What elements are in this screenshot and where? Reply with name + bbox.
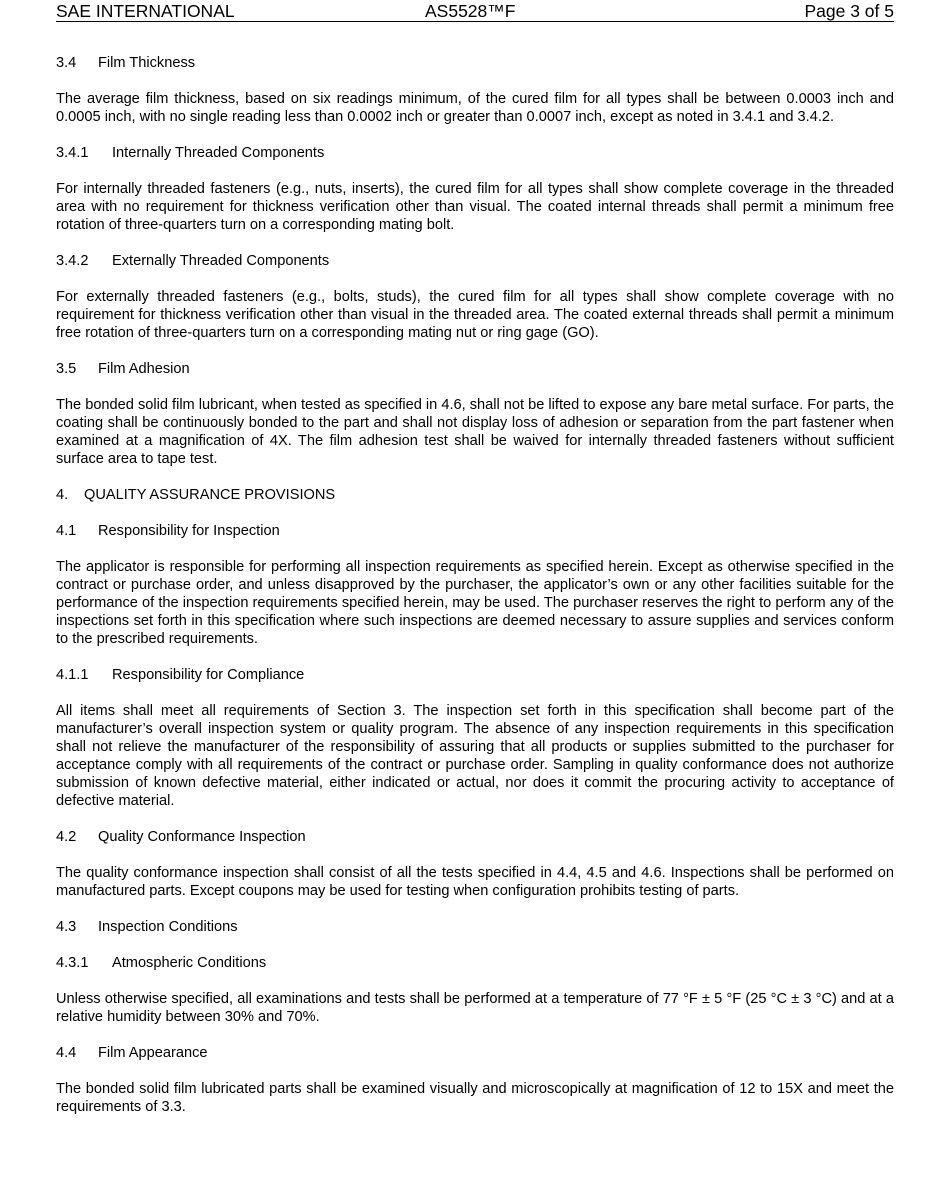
section-number: 3.4.1 — [56, 145, 89, 161]
header-org: SAE INTERNATIONAL — [56, 1, 235, 21]
section-heading-4-2 — [56, 828, 894, 846]
section-heading-4 — [56, 486, 894, 504]
section-title: Externally Threaded Components — [112, 253, 330, 269]
section-number: 4.3.1 — [56, 955, 89, 971]
section-title: Atmospheric Conditions — [112, 955, 267, 971]
page-header — [56, 0, 894, 22]
section-heading-4-3-1 — [56, 954, 894, 972]
paragraph-internally-threaded: For internally threaded fasteners (e.g., nuts, inserts), the cured film for all types shall show complete coverage in the threaded area with no requirement for thickness verification other than visual. The coated internal threads shall permit a minimum free rotation of three-quarters turn on a corresponding mating bolt. — [56, 181, 894, 233]
section-number: 4. — [56, 487, 69, 503]
section-number: 4.3 — [56, 919, 77, 935]
section-title: Internally Threaded Components — [112, 145, 325, 161]
section-title: Quality Conformance Inspection — [98, 829, 306, 845]
section-heading-4-4 — [56, 1044, 894, 1062]
header-page-number: Page 3 of 5 — [804, 1, 894, 21]
section-heading-4-1-1 — [56, 666, 894, 684]
paragraph-film-appearance: The bonded solid film lubricated parts shall be examined visually and microscopically at magnification of 12 to 15X and meet the requirements of 3.3. — [56, 1081, 894, 1115]
paragraph-responsibility-inspection: The applicator is responsible for performing all inspection requirements as specified herein. Except as otherwise specified in the contract or purchase order, and unless disapproved by the purchaser, the applicator’s own or any other facilities suitable for the performance of the inspection requirements specified herein, may be used. The purchaser reserves the right to perform any of the inspections set forth in this specification where such inspections are deemed necessary to assure supplies and services conform to the prescribed requirements. — [56, 559, 894, 647]
section-number: 4.1.1 — [56, 667, 89, 683]
section-title: Film Adhesion — [98, 361, 190, 377]
section-title: Responsibility for Inspection — [98, 523, 280, 539]
paragraph-film-adhesion: The bonded solid film lubricant, when tested as specified in 4.6, shall not be lifted to expose any bare metal surface. For parts, the coating shall be continuously bonded to the part and shall not display loss of adhesion or separation from the part fastener when examined at a magnification of 4X. The film adhesion test shall be waived for internally threaded fasteners without sufficient surface area to tape test. — [56, 397, 894, 467]
paragraph-quality-conformance: The quality conformance inspection shall consist of all the tests specified in 4.4, 4.5 and 4.6. Inspections shall be performed on manufactured parts. Except coupons may be used for testing when configuration prohibits testing of parts. — [56, 865, 894, 899]
section-heading-3-4 — [56, 54, 894, 72]
paragraph-responsibility-compliance: All items shall meet all requirements of Section 3. The inspection set forth in this specification shall become part of the manufacturer’s overall inspection system or quality program. The absence of any inspection requirements in this specification shall not relieve the manufacturer of the responsibility of assuring that all products or supplies submitted to the purchaser for acceptance comply with all requirements of the contract or purchase order. Sampling in quality conformance does not authorize submission of known defective material, either indicated or actual, nor does it commit the procuring activity to acceptance of defective material. — [56, 703, 894, 809]
section-number: 3.4 — [56, 55, 77, 71]
section-heading-3-4-2 — [56, 252, 894, 270]
section-title: QUALITY ASSURANCE PROVISIONS — [84, 487, 336, 503]
section-number: 3.5 — [56, 361, 77, 377]
section-title: Responsibility for Compliance — [112, 667, 305, 683]
section-number: 4.4 — [56, 1045, 77, 1061]
section-number: 4.2 — [56, 829, 77, 845]
section-heading-4-3 — [56, 918, 894, 936]
paragraph-atmospheric-conditions: Unless otherwise specified, all examinations and tests shall be performed at a temperature of 77 °F ± 5 °F (25 °C ± 3 °C) and at a relative humidity between 30% and 70%. — [56, 991, 894, 1025]
document-body — [56, 54, 894, 1134]
section-title: Inspection Conditions — [98, 919, 238, 935]
paragraph-film-thickness: The average film thickness, based on six readings minimum, of the cured film for all types shall be between 0.0003 inch and 0.0005 inch, with no single reading less than 0.0002 inch or greater than 0.0007 inch, except as noted in 3.4.1 and 3.4.2. — [56, 91, 894, 125]
section-number: 3.4.2 — [56, 253, 89, 269]
section-heading-4-1 — [56, 522, 894, 540]
section-heading-3-5 — [56, 360, 894, 378]
paragraph-externally-threaded: For externally threaded fasteners (e.g., bolts, studs), the cured film for all types shall show complete coverage with no requirement for thickness verification other than visual in the threaded area. The coated external threads shall permit a minimum free rotation of three-quarters turn on a corresponding mating nut or ring gage (GO). — [56, 289, 894, 341]
header-doc-id: AS5528™F — [425, 1, 516, 21]
section-title: Film Appearance — [98, 1045, 208, 1061]
section-number: 4.1 — [56, 523, 77, 539]
section-heading-3-4-1 — [56, 144, 894, 162]
section-title: Film Thickness — [98, 55, 196, 71]
